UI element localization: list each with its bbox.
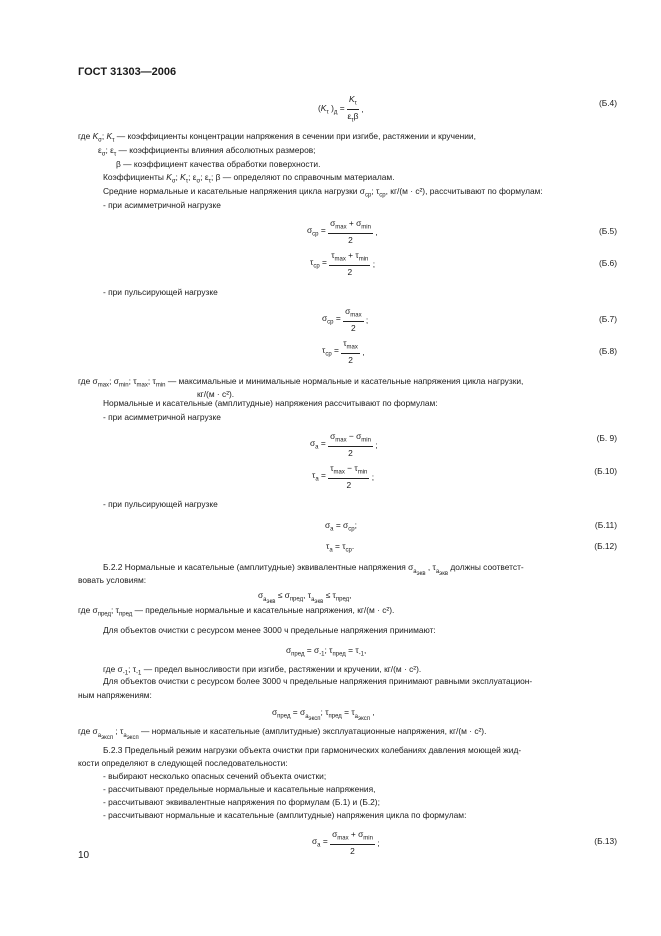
b23-line-1: Б.2.3 Предельный режим нагрузки объекта очистки при гармонических колебаниях давления моющей жид- [103,745,522,755]
b23-line-2: кости определяют в следующей последовательности: [78,758,288,768]
where-eps-line: $\varepsilon_\sigma$; $\varepsilon_\tau$ — коэффициенты влияния абсолютных размеров; [98,145,316,158]
pred-equation-2: $\sigma_{пред} = \sigma_{a_{эксп}}$; $\tau_{пред} = \tau_{a_{эксп}}$ , [272,707,375,722]
equation-number-b8: (Б.8) [598,346,617,356]
document-header: ГОСТ 31303—2006 [78,66,177,78]
page-number: 10 [78,850,90,861]
more-3000-line-2: ным напряжениям: [78,690,152,700]
mean-line: Средние нормальные и касательные напряжения цикла нагрузки $\sigma_{ср}$; $\tau_{ср}$, кг/(м · с²), рассчитывают по формулам: [103,186,543,199]
equation-b5: $\sigma_{ср}$ = $\frac{\sigma_{max} + \sigma_{min}}{2}$ , [307,218,378,246]
equation-number-b9: (Б. 9) [596,433,617,443]
equation-b4: ($K_\tau$ )$_д$ = $\frac{K_\tau}{\varepsilon_\tau\beta}$ , [318,94,364,124]
where-max-unit: кг/(м · с²). [197,389,235,399]
where-beta-line: β — коэффициент качества обработки поверхности. [116,159,321,169]
equation-b6: $\tau_{ср}$ = $\frac{\tau_{max} + \tau_{min}}{2}$ ; [310,250,376,278]
where-m1-line: где $\sigma_{-1}$; $\tau_{-1}$ — предел выносливости при изгибе, растяжении и кручении, кг/(м · с²). [103,664,422,677]
equation-b11: $\sigma_a = \sigma_{ср}$; [325,520,357,533]
puls-label-2: - при пульсирующей нагрузке [103,499,218,509]
pred-equation-1: $\sigma_{пред} = \sigma_{-1}$; $\tau_{пред} = \tau_{-1}$, [286,645,367,658]
list-item-3: - рассчитывают эквивалентные напряжения по формулам (Б.1) и (Б.2); [103,797,380,807]
where-eks-line: где $\sigma_{a_{эксп}}$ ; $\tau_{a_{эксп}}$ — нормальные и касательные (амплитудные) эксплуатационные напряжения, кг/(м · с²). [78,726,487,741]
more-3000-line-1: Для объектов очистки с ресурсом более 3000 ч предельные напряжения принимают равными эксплуатацион- [103,676,533,686]
less-3000-line: Для объектов очистки с ресурсом менее 3000 ч предельные напряжения принимают: [103,625,436,635]
equation-b10: $\tau_a$ = $\frac{\tau_{max} - \tau_{min}}{2}$ ; [312,463,375,491]
where-max-line: где $\sigma_{max}$; $\sigma_{min}$; $\tau_{max}$; $\tau_{min}$ — максимальные и минимальные нормальные и касательные напряжения цикла нагрузки, [78,376,524,389]
equation-b13: $\sigma_a$ = $\frac{\sigma_{max} + \sigma_{min}}{2}$ ; [312,829,380,857]
list-item-1: - выбирают несколько опасных сечений объекта очистки; [103,771,327,781]
equation-number-b7: (Б.7) [598,314,617,324]
coef-line: Коэффициенты $K_\sigma$; $K_\tau$; $\varepsilon_\sigma$; $\varepsilon_\tau$; β — определяют по справочным материалам. [103,172,395,185]
equation-b7: $\sigma_{ср}$ = $\frac{\sigma_{max}}{2}$ ; [322,306,369,334]
b22-line-1: Б.2.2 Нормальные и касательные (амплитудные) эквивалентные напряжения $\sigma_{a_{экв}}$ , $\tau_{a_{экв}}$ должны соответст- [103,562,524,577]
where-pred-line: где $\sigma_{пред}$; $\tau_{пред}$ — предельные нормальные и касательные напряжения, кг/(м · с²). [78,605,395,618]
equation-number-b13: (Б.13) [594,836,617,846]
asym-label-1: - при асимметричной нагрузке [103,200,221,210]
puls-label-1: - при пульсирующей нагрузке [103,287,218,297]
equation-b8: $\tau_{ср}$ = $\frac{\tau_{max}}{2}$ , [322,338,365,366]
equation-number-b6: (Б.6) [598,258,617,268]
ampl-line: Нормальные и касательные (амплитудные) напряжения рассчитывают по формулам: [103,398,438,408]
equation-number-b11: (Б.11) [594,520,617,530]
equation-number-b4: (Б.4) [598,98,617,108]
equation-number-b12: (Б.12) [594,541,617,551]
asym-label-2: - при асимметричной нагрузке [103,412,221,422]
list-item-2: - рассчитывают предельные нормальные и касательные напряжения, [103,784,376,794]
equation-number-b5: (Б.5) [598,226,617,236]
condition-equation: $\sigma_{a_{экв}} \le \sigma_{пред}$, $\tau_{a_{экв}} \le \tau_{пред}$, [258,590,352,605]
equation-b12: $\tau_a = \tau_{ср}$. [326,541,355,554]
equation-b9: $\sigma_a$ = $\frac{\sigma_{max} - \sigma_{min}}{2}$ ; [310,431,378,459]
equation-number-b10: (Б.10) [594,466,617,476]
list-item-4: - рассчитывают нормальные и касательные (амплитудные) напряжения цикла по формулам: [103,810,467,820]
where-k-line: где $K_\sigma$; $K_\tau$ — коэффициенты концентрации напряжения в сечении при изгибе, растяжении и кручении, [78,131,476,144]
b22-line-2: вовать условиям: [78,575,147,585]
